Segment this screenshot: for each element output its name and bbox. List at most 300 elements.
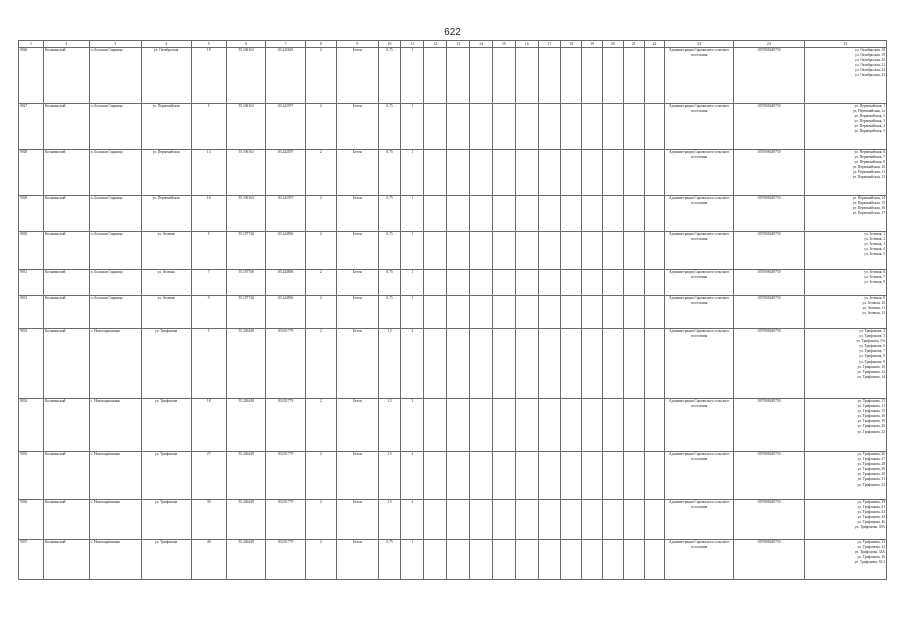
ogrn-cell: 1057008449750 bbox=[733, 150, 804, 196]
row-number: 9035 bbox=[19, 452, 44, 500]
empty-cell bbox=[470, 452, 493, 500]
empty-cell bbox=[561, 232, 582, 270]
empty-cell bbox=[561, 540, 582, 580]
served-address: ул. Трифонова, 39 bbox=[857, 500, 885, 504]
street-cell: ул. Зеленая bbox=[141, 270, 191, 296]
served-address: ул. Трифонова, 41 bbox=[857, 505, 885, 510]
served-address: ул. Зеленая, 8 bbox=[864, 280, 885, 285]
empty-cell bbox=[492, 540, 515, 580]
empty-cell bbox=[470, 329, 493, 399]
empty-cell bbox=[538, 500, 561, 540]
served-address: ул. Трифонова, 46 bbox=[857, 520, 885, 525]
column-number: 10 bbox=[378, 41, 401, 48]
house-number-cell: 5 bbox=[191, 329, 226, 399]
district-cell: Колыванский bbox=[43, 500, 89, 540]
empty-cell bbox=[470, 500, 493, 540]
settlement-cell: с. Новотырышкино bbox=[89, 329, 141, 399]
empty-cell bbox=[623, 48, 644, 104]
ogrn-cell: 1057008449750 bbox=[733, 399, 804, 452]
surface-material-cell: Бетон bbox=[337, 48, 379, 104]
served-address: ул. Трифонова, 15 bbox=[857, 409, 885, 414]
street-cell: ул. Трифонова bbox=[141, 452, 191, 500]
served-address: ул. Трифонова, 13 bbox=[857, 404, 885, 409]
empty-cell bbox=[644, 196, 665, 232]
empty-cell bbox=[644, 296, 665, 329]
area-cell: 0,75 bbox=[378, 540, 401, 580]
served-address: ул. Трифонова, 36 bbox=[857, 555, 885, 560]
served-address: ул. Первомайская, 1а bbox=[852, 109, 885, 114]
container-count-cell: 1 bbox=[401, 540, 424, 580]
served-addresses-cell bbox=[804, 150, 886, 196]
street-cell: ул. Первомайская bbox=[141, 104, 191, 150]
column-8-cell: 2 bbox=[305, 452, 336, 500]
empty-cell bbox=[424, 48, 447, 104]
street-cell: ул. Трифонова bbox=[141, 540, 191, 580]
table-row bbox=[19, 399, 887, 452]
served-address: ул. Трифонова, 34А bbox=[854, 550, 885, 555]
house-number-cell: 39 bbox=[191, 500, 226, 540]
column-8-cell: 2 bbox=[305, 150, 336, 196]
served-address: ул. Зеленая, 11 bbox=[862, 306, 885, 311]
empty-cell bbox=[515, 232, 538, 270]
empty-cell bbox=[470, 270, 493, 296]
surface-material-cell: Бетон bbox=[337, 232, 379, 270]
row-number: 9027 bbox=[19, 104, 44, 150]
owner-cell: Администрация Сарачиского сельского поселения bbox=[665, 452, 734, 500]
ogrn-cell: 1057008449750 bbox=[733, 296, 804, 329]
table-row bbox=[19, 150, 887, 196]
container-count-cell: 2 bbox=[401, 399, 424, 452]
empty-cell bbox=[515, 104, 538, 150]
empty-cell bbox=[603, 48, 624, 104]
served-address: ул. Зеленая, 10 bbox=[862, 301, 885, 306]
latitude-cell: 55.226448 bbox=[226, 329, 266, 399]
owner-cell: Администрация Сарачиского сельского поселения bbox=[665, 500, 734, 540]
area-cell: 0,75 bbox=[378, 104, 401, 150]
served-address: ул. Трифонова, 29 bbox=[857, 467, 885, 472]
latitude-cell: 55.107746 bbox=[226, 270, 266, 296]
row-number: 9026 bbox=[19, 48, 44, 104]
empty-cell bbox=[538, 399, 561, 452]
empty-cell bbox=[515, 270, 538, 296]
served-address: ул. Трифонова, 30 bbox=[857, 472, 885, 477]
empty-cell bbox=[492, 150, 515, 196]
row-number: 9031 bbox=[19, 270, 44, 296]
longitude-cell: 83.244856 bbox=[266, 232, 306, 270]
table-row bbox=[19, 329, 887, 399]
district-cell: Колыванский bbox=[43, 452, 89, 500]
column-number: 24 bbox=[733, 41, 804, 48]
empty-cell bbox=[623, 296, 644, 329]
empty-cell bbox=[644, 232, 665, 270]
empty-cell bbox=[623, 500, 644, 540]
column-number: 12 bbox=[424, 41, 447, 48]
longitude-cell: 83.031779 bbox=[266, 329, 306, 399]
empty-cell bbox=[561, 48, 582, 104]
empty-cell bbox=[582, 500, 603, 540]
container-count-cell: 2 bbox=[401, 500, 424, 540]
served-addresses-cell bbox=[804, 452, 886, 500]
empty-cell bbox=[538, 452, 561, 500]
served-address: ул. Трифонова, 10 bbox=[857, 364, 885, 369]
empty-cell bbox=[424, 329, 447, 399]
district-cell: Колыванский bbox=[43, 399, 89, 452]
empty-cell bbox=[447, 196, 470, 232]
column-8-cell: 2 bbox=[305, 500, 336, 540]
served-address: ул. Зеленая, 6 bbox=[864, 270, 885, 274]
served-address: ул. Трифонова, 31 bbox=[857, 477, 885, 482]
empty-cell bbox=[447, 296, 470, 329]
empty-cell bbox=[603, 196, 624, 232]
empty-cell bbox=[470, 399, 493, 452]
empty-cell bbox=[603, 452, 624, 500]
served-address: ул. Первомайская, 15 bbox=[852, 201, 885, 206]
street-cell: ул. Трифонова bbox=[141, 500, 191, 540]
empty-cell bbox=[492, 296, 515, 329]
empty-cell bbox=[561, 329, 582, 399]
empty-cell bbox=[470, 196, 493, 232]
empty-cell bbox=[515, 452, 538, 500]
owner-cell: Администрация Сарачиского сельского поселения bbox=[665, 329, 734, 399]
served-addresses-cell bbox=[804, 329, 886, 399]
empty-cell bbox=[582, 452, 603, 500]
empty-cell bbox=[561, 150, 582, 196]
container-count-cell: 1 bbox=[401, 150, 424, 196]
row-number: 9037 bbox=[19, 540, 44, 580]
surface-material-cell: Бетон bbox=[337, 270, 379, 296]
served-address: ул. Октябрьская, 19 bbox=[855, 53, 885, 58]
house-number-cell: 9 bbox=[191, 296, 226, 329]
empty-cell bbox=[603, 399, 624, 452]
ogrn-cell: 1057008449750 bbox=[733, 500, 804, 540]
column-number: 11 bbox=[401, 41, 424, 48]
empty-cell bbox=[515, 540, 538, 580]
house-number-cell: 27 bbox=[191, 452, 226, 500]
served-address: ул. Первомайская, 6 bbox=[854, 150, 885, 154]
street-cell: ул. Трифонова bbox=[141, 329, 191, 399]
table-row bbox=[19, 104, 887, 150]
empty-cell bbox=[492, 329, 515, 399]
row-number: 9028 bbox=[19, 150, 44, 196]
empty-cell bbox=[644, 540, 665, 580]
served-address: ул. Зеленая, 4 bbox=[864, 247, 885, 252]
served-addresses-cell bbox=[804, 500, 886, 540]
empty-cell bbox=[603, 104, 624, 150]
served-address: ул. Трифонова, 35/1 bbox=[854, 560, 885, 565]
column-number: 5 bbox=[191, 41, 226, 48]
empty-cell bbox=[603, 232, 624, 270]
empty-cell bbox=[470, 48, 493, 104]
empty-cell bbox=[582, 399, 603, 452]
served-address: ул. Трифонова, 6 bbox=[859, 344, 885, 349]
column-number: 2 bbox=[43, 41, 89, 48]
table-row bbox=[19, 452, 887, 500]
empty-cell bbox=[623, 270, 644, 296]
empty-cell bbox=[644, 150, 665, 196]
container-count-cell: 2 bbox=[401, 329, 424, 399]
empty-cell bbox=[561, 196, 582, 232]
house-number-cell: 13 bbox=[191, 150, 226, 196]
empty-cell bbox=[603, 150, 624, 196]
empty-cell bbox=[470, 540, 493, 580]
row-number: 9033 bbox=[19, 329, 44, 399]
house-number-cell: 40 bbox=[191, 540, 226, 580]
empty-cell bbox=[492, 232, 515, 270]
longitude-cell: 83.031779 bbox=[266, 452, 306, 500]
empty-cell bbox=[582, 296, 603, 329]
latitude-cell: 55.226448 bbox=[226, 540, 266, 580]
empty-cell bbox=[644, 329, 665, 399]
column-8-cell: 2 bbox=[305, 329, 336, 399]
empty-cell bbox=[538, 150, 561, 196]
latitude-cell: 55.107746 bbox=[226, 232, 266, 270]
empty-cell bbox=[623, 196, 644, 232]
area-cell: 1,5 bbox=[378, 452, 401, 500]
table-row bbox=[19, 48, 887, 104]
table-row bbox=[19, 232, 887, 270]
served-address: ул. Трифонова, 9 bbox=[859, 359, 885, 364]
empty-cell bbox=[515, 296, 538, 329]
longitude-cell: 83.242597 bbox=[266, 150, 306, 196]
empty-cell bbox=[515, 150, 538, 196]
row-number: 9029 bbox=[19, 196, 44, 232]
empty-cell bbox=[492, 500, 515, 540]
street-cell: ул. Зеленая bbox=[141, 296, 191, 329]
longitude-cell: 83.244856 bbox=[266, 270, 306, 296]
column-number: 25 bbox=[804, 41, 886, 48]
served-address: ул. Трифонова, 19 bbox=[857, 419, 885, 424]
empty-cell bbox=[424, 452, 447, 500]
area-cell: 0,75 bbox=[378, 232, 401, 270]
area-cell: 0,75 bbox=[378, 270, 401, 296]
served-addresses-cell bbox=[804, 48, 886, 104]
area-cell: 1,5 bbox=[378, 500, 401, 540]
empty-cell bbox=[623, 104, 644, 150]
empty-cell bbox=[424, 399, 447, 452]
owner-cell: Администрация Сарачиского сельского поселения bbox=[665, 232, 734, 270]
surface-material-cell: Бетон bbox=[337, 500, 379, 540]
settlement-cell: п. Большая Сырница bbox=[89, 48, 141, 104]
served-addresses-cell bbox=[804, 196, 886, 232]
district-cell: Колыванский bbox=[43, 104, 89, 150]
district-cell: Колыванский bbox=[43, 329, 89, 399]
district-cell: Колыванский bbox=[43, 48, 89, 104]
served-address: ул. Трифонова, 32 bbox=[857, 482, 885, 487]
empty-cell bbox=[470, 296, 493, 329]
served-address: ул. Октябрьская, 18 bbox=[855, 48, 885, 52]
surface-material-cell: Бетон bbox=[337, 399, 379, 452]
served-address: ул. Зеленая, 2 bbox=[864, 237, 885, 242]
house-number-cell: 5 bbox=[191, 232, 226, 270]
latitude-cell: 55.106163 bbox=[226, 196, 266, 232]
empty-cell bbox=[447, 270, 470, 296]
district-cell: Колыванский bbox=[43, 540, 89, 580]
surface-material-cell: Бетон bbox=[337, 150, 379, 196]
column-number: 13 bbox=[447, 41, 470, 48]
empty-cell bbox=[424, 150, 447, 196]
served-address: ул. Зеленая, 1 bbox=[864, 232, 885, 236]
served-address: ул. Октябрьская, 21 bbox=[855, 63, 885, 68]
served-address: ул. Трифонова, 3 bbox=[859, 329, 885, 333]
empty-cell bbox=[561, 296, 582, 329]
area-cell: 0,75 bbox=[378, 296, 401, 329]
column-number: 16 bbox=[515, 41, 538, 48]
served-address: ул. Трифонова, 23 bbox=[857, 429, 885, 434]
column-number: 14 bbox=[470, 41, 493, 48]
column-number: 20 bbox=[603, 41, 624, 48]
row-number: 9036 bbox=[19, 500, 44, 540]
served-address: ул. Трифонова, 14 bbox=[857, 374, 885, 379]
served-address: ул. Зеленая, 12 bbox=[862, 311, 885, 316]
empty-cell bbox=[424, 270, 447, 296]
empty-cell bbox=[538, 104, 561, 150]
settlement-cell: с. Новотырышкино bbox=[89, 399, 141, 452]
owner-cell: Администрация Сарачиского сельского поселения bbox=[665, 104, 734, 150]
settlement-cell: с. Новотырышкино bbox=[89, 452, 141, 500]
column-number: 8 bbox=[305, 41, 336, 48]
district-cell: Колыванский bbox=[43, 196, 89, 232]
longitude-cell: 83.245629 bbox=[266, 48, 306, 104]
street-cell: ул. Трифонова bbox=[141, 399, 191, 452]
served-address: ул. Зеленая, 5 bbox=[864, 252, 885, 257]
owner-cell: Администрация Сарачиского сельского поселения bbox=[665, 48, 734, 104]
longitude-cell: 83.031779 bbox=[266, 500, 306, 540]
served-address: ул. Трифонова, 16 bbox=[857, 414, 885, 419]
container-count-cell: 1 bbox=[401, 104, 424, 150]
empty-cell bbox=[538, 329, 561, 399]
served-addresses-cell bbox=[804, 296, 886, 329]
column-number: 4 bbox=[141, 41, 191, 48]
served-address: ул. Октябрьская, 22 bbox=[855, 68, 885, 73]
served-address: ул. Октябрьская, 23 bbox=[855, 73, 885, 78]
empty-cell bbox=[447, 500, 470, 540]
latitude-cell: 55.106163 bbox=[226, 150, 266, 196]
served-address: ул. Первомайская, 13 bbox=[852, 175, 885, 180]
column-number: 7 bbox=[266, 41, 306, 48]
empty-cell bbox=[424, 232, 447, 270]
empty-cell bbox=[447, 329, 470, 399]
column-number: 17 bbox=[538, 41, 561, 48]
column-number: 9 bbox=[337, 41, 379, 48]
empty-cell bbox=[561, 104, 582, 150]
area-cell: 1,5 bbox=[378, 329, 401, 399]
owner-cell: Администрация Сарачиского сельского поселения bbox=[665, 270, 734, 296]
served-addresses-cell bbox=[804, 540, 886, 580]
owner-cell: Администрация Сарачиского сельского поселения bbox=[665, 399, 734, 452]
district-cell: Колыванский bbox=[43, 296, 89, 329]
column-number: 23 bbox=[665, 41, 734, 48]
empty-cell bbox=[538, 270, 561, 296]
served-address: ул. Первомайская, 2 bbox=[854, 114, 885, 119]
row-number: 9034 bbox=[19, 399, 44, 452]
settlement-cell: п. Большая Сырница bbox=[89, 104, 141, 150]
empty-cell bbox=[447, 452, 470, 500]
column-number: 6 bbox=[226, 41, 266, 48]
column-8-cell: 2 bbox=[305, 540, 336, 580]
empty-cell bbox=[515, 48, 538, 104]
empty-cell bbox=[623, 540, 644, 580]
container-count-cell: 1 bbox=[401, 270, 424, 296]
served-address: ул. Первомайская, 14 bbox=[852, 196, 885, 200]
empty-cell bbox=[424, 540, 447, 580]
empty-cell bbox=[623, 399, 644, 452]
served-address: ул. Трифонова, 26 bbox=[857, 452, 885, 456]
empty-cell bbox=[561, 500, 582, 540]
empty-cell bbox=[644, 270, 665, 296]
longitude-cell: 83.031779 bbox=[266, 540, 306, 580]
container-count-cell: 1 bbox=[401, 296, 424, 329]
served-address: ул. Зеленая, 9 bbox=[864, 296, 885, 300]
page-number: 622 bbox=[444, 27, 461, 38]
empty-cell bbox=[492, 452, 515, 500]
column-8-cell: 2 bbox=[305, 232, 336, 270]
empty-cell bbox=[582, 48, 603, 104]
empty-cell bbox=[538, 48, 561, 104]
column-number: 1 bbox=[19, 41, 44, 48]
column-number-row bbox=[19, 41, 887, 48]
empty-cell bbox=[582, 232, 603, 270]
house-number-cell: 19 bbox=[191, 48, 226, 104]
empty-cell bbox=[470, 150, 493, 196]
column-8-cell: 2 bbox=[305, 399, 336, 452]
owner-cell: Администрация Сарачиского сельского поселения bbox=[665, 540, 734, 580]
empty-cell bbox=[561, 270, 582, 296]
served-address: ул. Трифонова, 27 bbox=[857, 457, 885, 462]
empty-cell bbox=[603, 329, 624, 399]
empty-cell bbox=[538, 296, 561, 329]
empty-cell bbox=[492, 270, 515, 296]
table-row bbox=[19, 270, 887, 296]
settlement-cell: п. Большая Сырница bbox=[89, 296, 141, 329]
empty-cell bbox=[447, 150, 470, 196]
house-number-cell: 18 bbox=[191, 399, 226, 452]
owner-cell: Администрация Сарачиского сельского поселения bbox=[665, 150, 734, 196]
surface-material-cell: Бетон bbox=[337, 540, 379, 580]
owner-cell: Администрация Сарачиского сельского поселения bbox=[665, 296, 734, 329]
column-number: 22 bbox=[644, 41, 665, 48]
empty-cell bbox=[447, 399, 470, 452]
container-count-cell: 2 bbox=[401, 452, 424, 500]
served-address: ул. Трифонова, 20 bbox=[857, 424, 885, 429]
settlement-cell: п. Большая Сырница bbox=[89, 196, 141, 232]
column-number: 3 bbox=[89, 41, 141, 48]
ogrn-cell: 1057008449750 bbox=[733, 452, 804, 500]
column-8-cell: 2 bbox=[305, 270, 336, 296]
latitude-cell: 55.226448 bbox=[226, 452, 266, 500]
district-cell: Колыванский bbox=[43, 270, 89, 296]
empty-cell bbox=[603, 540, 624, 580]
empty-cell bbox=[644, 104, 665, 150]
empty-cell bbox=[538, 196, 561, 232]
column-number: 18 bbox=[561, 41, 582, 48]
empty-cell bbox=[515, 399, 538, 452]
empty-cell bbox=[561, 452, 582, 500]
column-8-cell: 2 bbox=[305, 104, 336, 150]
district-cell: Колыванский bbox=[43, 150, 89, 196]
served-address: ул. Трифонова, 8 bbox=[859, 354, 885, 359]
house-number-cell: 5 bbox=[191, 104, 226, 150]
served-addresses-cell bbox=[804, 399, 886, 452]
served-address: ул. Первомайская, 9 bbox=[854, 160, 885, 165]
latitude-cell: 55.106163 bbox=[226, 104, 266, 150]
column-number: 15 bbox=[492, 41, 515, 48]
area-cell: 1,5 bbox=[378, 399, 401, 452]
served-address: ул. Трифонова, 44 bbox=[857, 515, 885, 520]
column-8-cell: 2 bbox=[305, 196, 336, 232]
column-number: 21 bbox=[623, 41, 644, 48]
served-address: ул. Первомайская, 7 bbox=[854, 155, 885, 160]
empty-cell bbox=[424, 196, 447, 232]
